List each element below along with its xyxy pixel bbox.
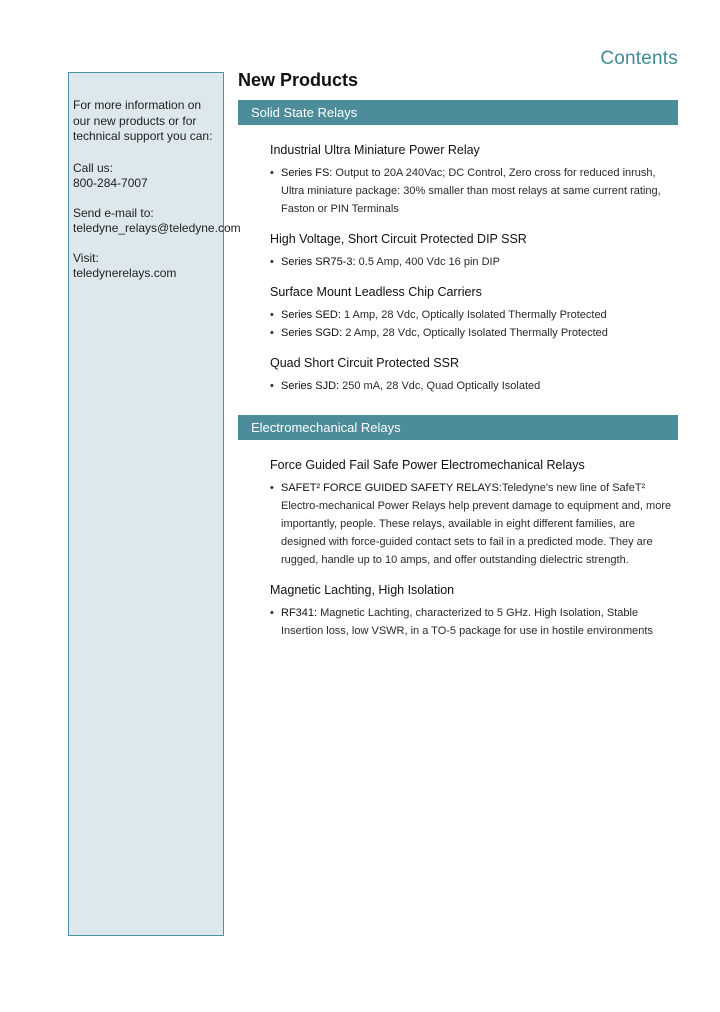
page-title: New Products: [238, 70, 359, 90]
product-item: [270, 479, 678, 569]
call-label: Call us:: [73, 160, 114, 175]
product-item: [270, 604, 678, 640]
product-title: Industrial Ultra Miniature Power Relay: [270, 143, 480, 157]
visit-label: Visit:: [73, 250, 99, 265]
main-content: [238, 70, 678, 654]
product-block: [270, 232, 678, 271]
product-item: [270, 377, 678, 395]
section-header-electromechanical: Electromechanical Relays: [238, 415, 678, 440]
website-link[interactable]: teledynerelays.com: [73, 266, 177, 280]
product-title: Quad Short Circuit Protected SSR: [270, 356, 459, 370]
item-lead: Series FS:: [281, 167, 333, 179]
bullet-icon: •: [270, 167, 274, 179]
contact-sidebar: [68, 72, 241, 936]
product-item: [270, 164, 678, 218]
item-lead: Series SR75-3:: [281, 256, 356, 268]
item-text: 250 mA, 28 Vdc, Quad Optically Isolated: [339, 380, 541, 392]
email-label: Send e-mail to:: [73, 205, 154, 220]
visit-block: [73, 251, 223, 282]
item-lead: SAFET² FORCE GUIDED SAFETY RELAYS:: [281, 482, 502, 494]
bullet-icon: •: [270, 309, 274, 321]
item-lead: RF341:: [281, 607, 318, 619]
bullet-icon: •: [270, 380, 274, 392]
call-block: [73, 161, 223, 192]
item-lead: Series SED:: [281, 309, 341, 321]
item-text: Output to 20A 240Vac; DC Control, Zero cross for reduced inrush, Ultra miniature package: 30% smaller than most relays at same current rating, Faston or PIN Terminals: [281, 167, 661, 215]
product-item: [270, 324, 678, 342]
bullet-icon: •: [270, 607, 274, 619]
product-title: Force Guided Fail Safe Power Electromechanical Relays: [270, 458, 585, 472]
product-item: [270, 253, 678, 271]
bullet-icon: •: [270, 482, 274, 494]
bullet-icon: •: [270, 256, 274, 268]
product-block: [270, 356, 678, 395]
item-lead: Series SGD:: [281, 327, 343, 339]
item-text: 2 Amp, 28 Vdc, Optically Isolated Thermally Protected: [342, 327, 608, 339]
product-block: [270, 285, 678, 342]
product-block: [270, 458, 678, 569]
bullet-icon: •: [270, 327, 274, 339]
item-text: 1 Amp, 28 Vdc, Optically Isolated Thermally Protected: [340, 309, 607, 321]
section-header-solid-state: Solid State Relays: [238, 100, 678, 125]
product-title: Surface Mount Leadless Chip Carriers: [270, 285, 482, 299]
email-block: [73, 205, 241, 237]
product-block: [270, 583, 678, 640]
page-header-title: Contents: [600, 48, 678, 69]
sidebar-intro: For more information on our new products or for technical support you can:: [73, 98, 213, 143]
item-text: Magnetic Lachting, characterized to 5 GHz. High Isolation, Stable Insertion loss, low VSWR, in a TO-5 package for use in hostile environments: [281, 607, 653, 637]
product-item: [270, 306, 678, 324]
phone-number: 800-284-7007: [73, 176, 148, 190]
product-title: High Voltage, Short Circuit Protected DIP SSR: [270, 232, 527, 246]
item-lead: Series SJD:: [281, 380, 340, 392]
product-block: [270, 143, 678, 218]
item-text: Teledyne's new line of SafeT² Electro-mechanical Power Relays help prevent damage to equipment and, more importantly, people. These relays, available in eight different families, are designed with force-guided contact sets to fail in a predicted mode. They are rugged, handle up to 10 amps, and offer outstanding dielectric strength.: [281, 482, 672, 566]
email-link[interactable]: teledyne_relays@teledyne.com: [73, 221, 241, 235]
item-text: 0.5 Amp, 400 Vdc 16 pin DIP: [355, 256, 500, 268]
product-title: Magnetic Lachting, High Isolation: [270, 583, 455, 597]
